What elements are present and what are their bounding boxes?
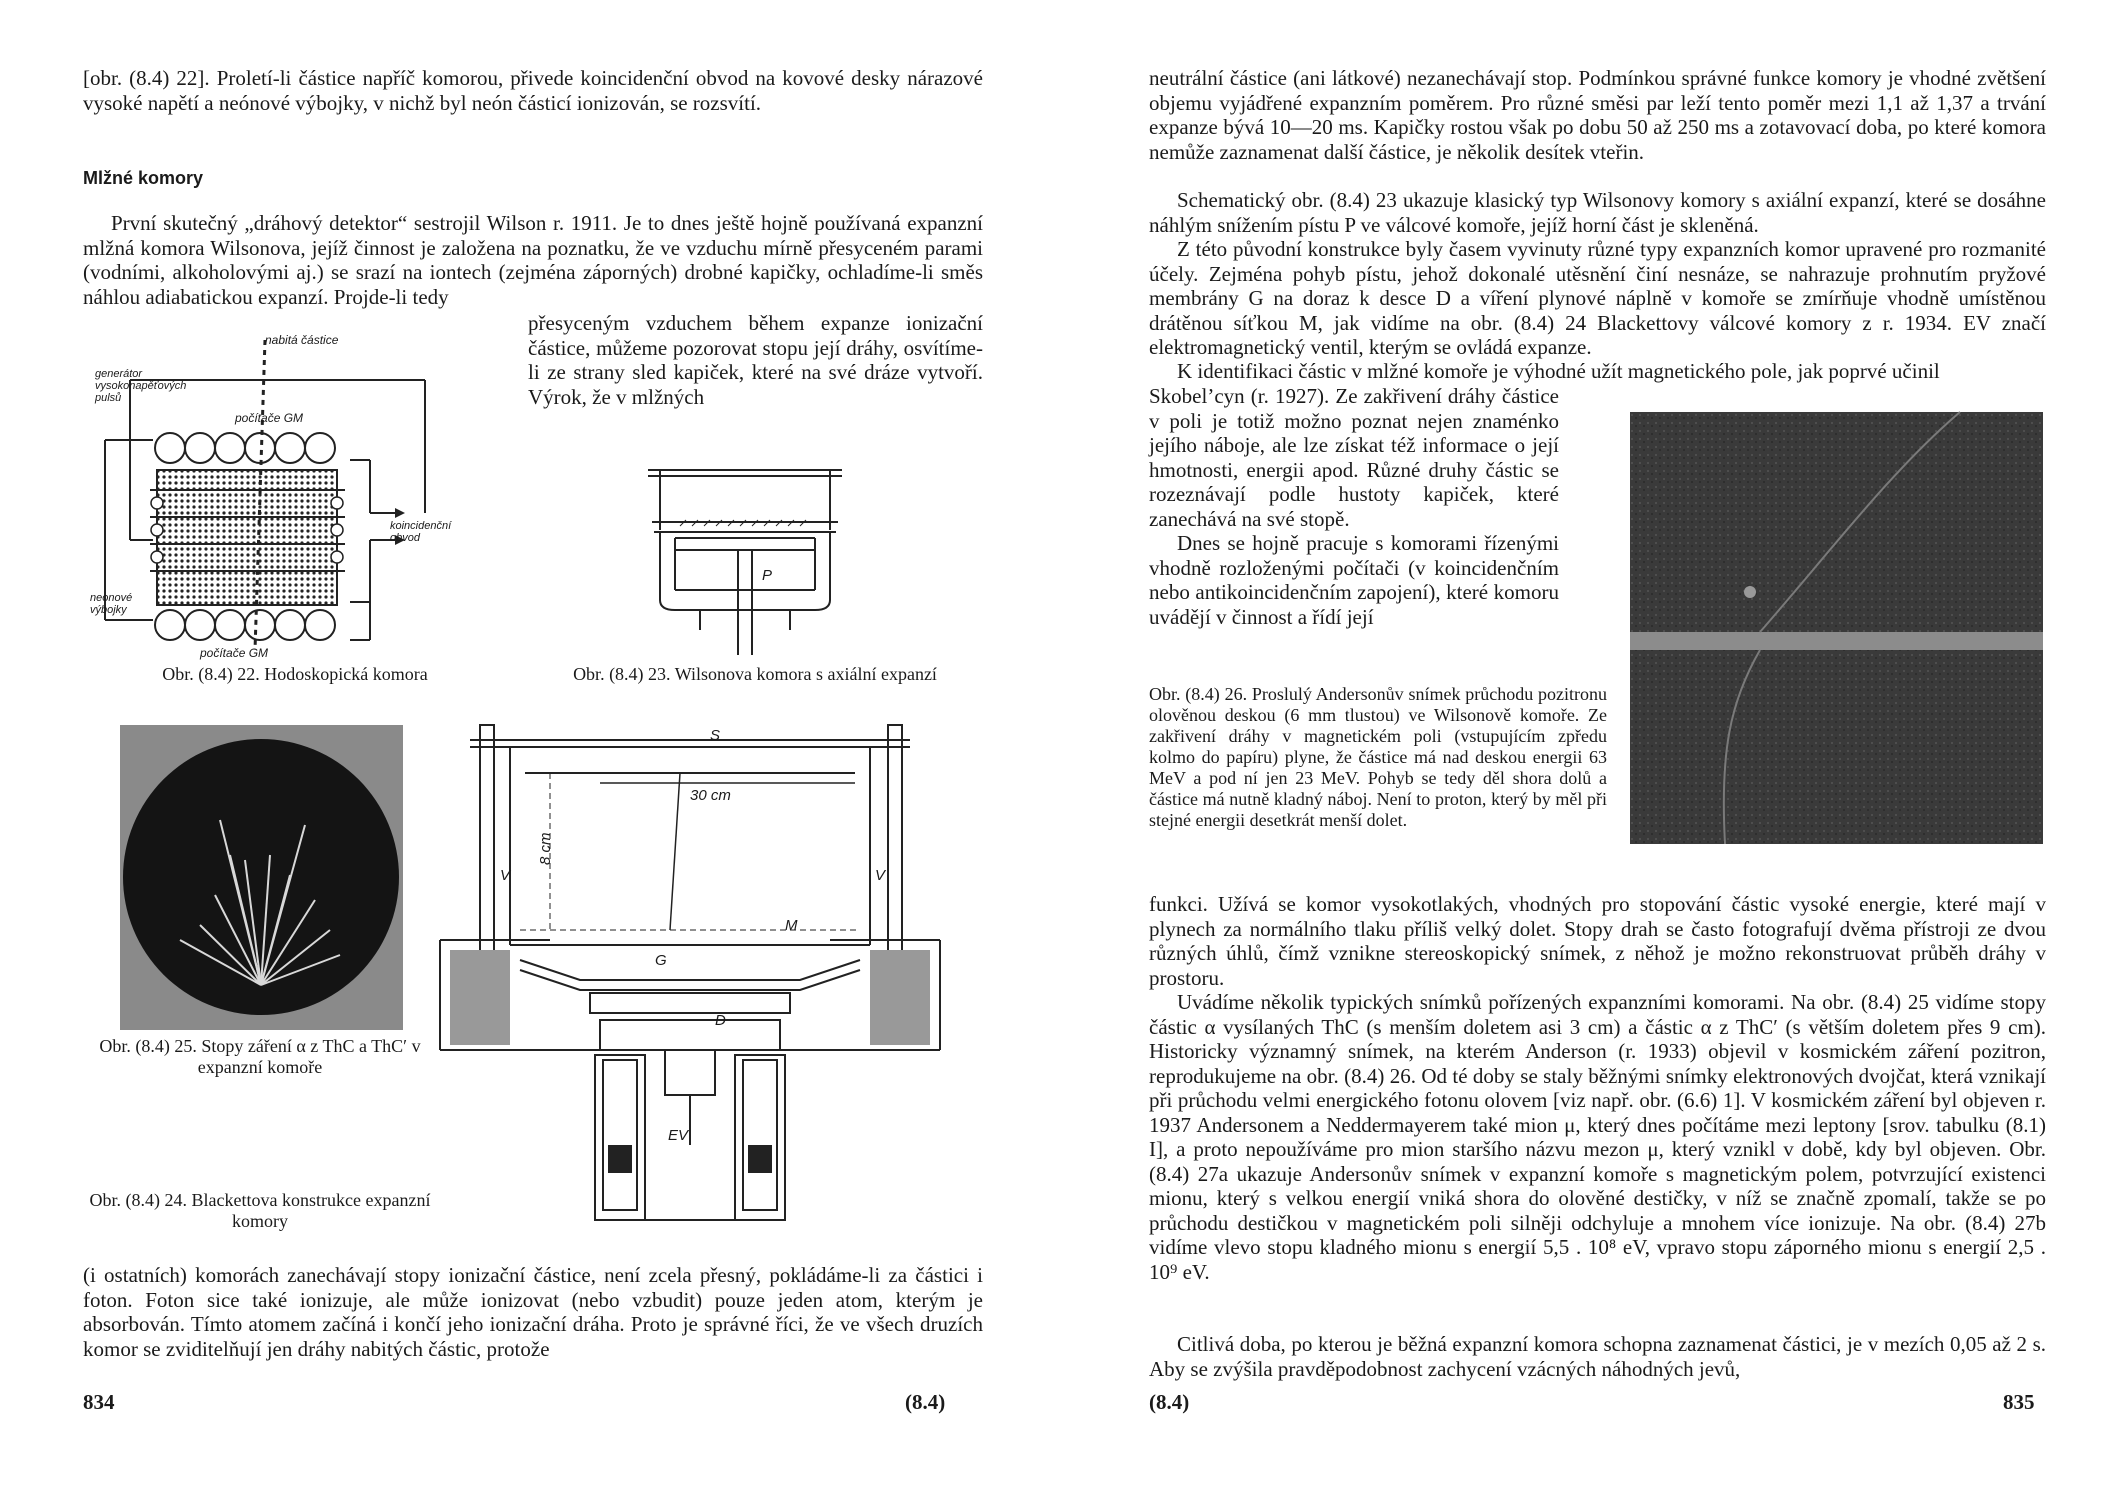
fig22-label-coincidence-circuit: koincidenční obvod	[390, 520, 452, 544]
figure-25-alpha-tracks-photo	[120, 725, 403, 1030]
figure-26-anderson-positron-photo	[1630, 412, 2043, 844]
left-paragraph-wilson-continued: přesyceným vzduchem během expanze ionizační částice, můžeme pozorovat stopu její dráhy, osvítíme-li ze strany sled kapiček, které na své dráze vytvoří. Výrok, že v mlžných	[528, 311, 983, 409]
fig22-label-charged-particle: nabitá částice	[265, 333, 339, 347]
left-paragraph-wilson: První skutečný „dráhový detektor“ sestrojil Wilson r. 1911. Je to dnes ještě hojně používaná expanzní mlžná komora Wilsonova, jejíž činnost je založena na poznatku, že ve vzduchu mírně přesyceném parami (vodními, alkoholovými aj.) se srazí na iontech (zejména záporných) drobné kapičky, ochladíme-li směs náhlou adiabatickou expanzí. Projde-li tedy	[83, 211, 983, 309]
right-page	[1063, 0, 2126, 1500]
fig22-label-generator: generátor vysokonapěťových pulsů	[95, 368, 187, 404]
fig24-label-30cm: 30 cm	[690, 787, 731, 804]
fig22-label-neon-tubes: neonové výbojky	[90, 592, 133, 616]
right-paragraph-today: Dnes se hojně pracuje s komorami řízenými vhodně rozloženými počítači (v koincidenčním nebo antikoincidenčním zapojení), které komoru uvádějí v činnost a řídí její	[1149, 531, 1559, 629]
left-section-number: (8.4)	[905, 1390, 946, 1414]
figure-24-blackett-chamber-diagram	[440, 725, 950, 1230]
right-paragraph-original-design: Z této původní konstrukce byly časem vyvinuty různé typy expanzních komor upravené pro rozmanité účely. Zejména pohyb pístu, jehož dokonalé utěsnění činí nesnáze, se nahrazuje prohnutím pryžové membrány G na doraz k desce D a víření plynové náplně v komoře se zmírňuje vhodně umístěnou drátěnou síťkou M, jak vidíme na obr. (8.4) 24 Blackettovy válcové komory z r. 1934. EV značí elektromagnetický ventil, kterým se ovládá expanze.	[1149, 237, 2046, 359]
right-section-number: (8.4)	[1149, 1390, 1190, 1414]
figure-23-caption: Obr. (8.4) 23. Wilsonova komora s axiální expanzí	[573, 664, 937, 684]
fig24-label-m: M	[785, 917, 798, 934]
right-paragraph-top: neutrální částice (ani látkové) nezanechávají stop. Podmínkou správné funkce komory je vhodné zvětšení objemu vyjádřené expanzním poměrem. Pro různé směsi par leží tento poměr mezi 1,1 až 1,37 a trvání expanze bývá 10—20 ms. Kapičky rostou však po dobu 50 až 250 ms a zotavovací doba, po které komora nemůže zaznamenat další částice, je několik desítek vteřin.	[1149, 66, 2046, 164]
figure-22-caption: Obr. (8.4) 22. Hodoskopická komora	[162, 664, 428, 684]
figure-26-caption: Obr. (8.4) 26. Proslulý Andersonův snímek průchodu pozitronu olověnou deskou (6 mm tlustou) ve Wilsonově komoře. Ze zakřivení dráhy v magnetickém poli (vstupujícím zpředu kolmo do papíru) plyne, že částice má nad deskou energii 63 MeV a pod ní jen 23 MeV. Pohyb se tedy děl shora dolů a částice má nutně kladný náboj. Není to proton, který by měl při stejné energii desetkrát menší dolet.	[1149, 684, 1607, 830]
fig24-label-g: G	[655, 952, 667, 969]
left-page-number: 834	[83, 1390, 115, 1414]
fig24-label-v-left: V	[500, 867, 511, 884]
fig24-label-ev: EV	[668, 1127, 689, 1144]
right-page-number: 835	[2003, 1390, 2035, 1414]
fig22-label-gm-counters-top: počítače GM	[235, 411, 304, 425]
section-heading-mist-chambers: Mlžné komory	[83, 168, 204, 188]
figure-23-wilson-chamber-diagram	[640, 460, 850, 660]
left-paragraph-top: [obr. (8.4) 22]. Proletí-li částice napříč komorou, přivede koincidenční obvod na kovové desky nárazové vysoké napětí a neónové výbojky, v nichž byl neón částicí ionizován, se rozsvítí.	[83, 66, 983, 115]
right-paragraph-identification: Skobel’cyn (r. 1927). Ze zakřivení dráhy částice v poli je totiž možno poznat nejen znaménko jejího náboje, ale lze získat též informace o její hmotnosti, energii apod. Různé druhy částic se rozeznávají podle hustoty kapiček, které zanechává na své stopě.	[1149, 384, 1559, 531]
right-paragraph-sensitive-time: Citlivá doba, po kterou je běžná expanzní komora schopna zaznamenat částici, je v mezích 0,05 až 2 s. Aby se zvýšila pravděpodobnost zachycení vzácných náhodných jevů,	[1149, 1332, 2046, 1381]
figure-24-caption: Obr. (8.4) 24. Blackettova konstrukce expanzní komory	[89, 1190, 431, 1231]
right-paragraph-identification-lead: K identifikaci částic v mlžné komoře je výhodné užít magnetického pole, jak poprvé učinil	[1177, 359, 1940, 383]
fig24-label-8cm: 8 cm	[537, 832, 554, 865]
fig24-label-s: S	[710, 727, 721, 744]
right-paragraph-schematic: Schematický obr. (8.4) 23 ukazuje klasický typ Wilsonovy komory s axiální expanzí, které se dosáhne náhlým snížením pístu P ve válcové komoře, jejíž horní část je skleněná.	[1149, 188, 2046, 237]
figure-25-caption: Obr. (8.4) 25. Stopy záření α z ThC a ThC′ v expanzní komoře	[99, 1036, 421, 1077]
right-paragraph-function: funkci. Užívá se komor vysokotlakých, vhodných pro stopování částic vysoké energie, které mají v plynech za normálního tlaku příliš velký dolet. Stopy drah se často fotografují dvěma přístroji ze dvou různých úhlů, čímž vznikne stereoskopický snímek, z něhož je možno rekonstruovat průběh dráhy v prostoru.	[1149, 892, 2046, 990]
fig24-label-d: D	[715, 1012, 726, 1029]
fig23-label-piston: P	[762, 567, 773, 584]
fig22-label-gm-counters-bottom: počítače GM	[200, 646, 269, 660]
fig24-label-v-right: V	[875, 867, 886, 884]
right-paragraph-examples: Uvádíme několik typických snímků pořízených expanzními komorami. Na obr. (8.4) 25 vidíme stopy částic α vysílaných ThC (s menším doletem asi 3 cm) a částic α z ThC′ (s větším doletem přes 9 cm). Historicky významný snímek, na kterém Anderson (r. 1933) objevil v kosmickém záření pozitron, reprodukujeme na obr. (8.4) 26. Od té doby se staly běžnými snímky elektronových dvojčat, která vznikají při průchodu velmi energického fotonu olovem [viz např. obr. (6.6) 1]. V kosmickém záření byl objeven r. 1937 Andersonem a Neddermayerem také mion μ, který dnes počítáme mezi leptony [srov. tabulku (8.1) I], a proto nepoužíváme pro mion staršího názvu mezon μ, který vznikl v době, kdy byl objeven. Obr. (8.4) 27a ukazuje Andersonův snímek v expanzní komoře s magnetickým polem, potvrzující existenci mionu, který s velkou energií vniká shora do olověné destičky, v níž se značně zpomalí, takže se po průchodu destičkou v magnetickém poli silněji odchyluje a mnohem více ionizuje. Na obr. (8.4) 27b vidíme vlevo stopu kladného mionu s energií 5,5 . 10⁸ eV, vpravo stopu záporného mionu s energií 2,5 . 10⁹ eV.	[1149, 990, 2046, 1284]
left-paragraph-bottom: (i ostatních) komorách zanechávají stopy ionizační částice, není zcela přesný, pokládáme-li za částici i foton. Foton sice také ionizuje, ale může ionizovat (nebo vzbudit) pouze jeden atom, kterým je absorbován. Tímto atomem začíná i končí jeho ionizační dráha. Proto je správné říci, že ve všech druzích komor se zviditelňují jen dráhy nabitých částic, protože	[83, 1263, 983, 1361]
figure-22-hodoscope-diagram	[90, 330, 465, 660]
